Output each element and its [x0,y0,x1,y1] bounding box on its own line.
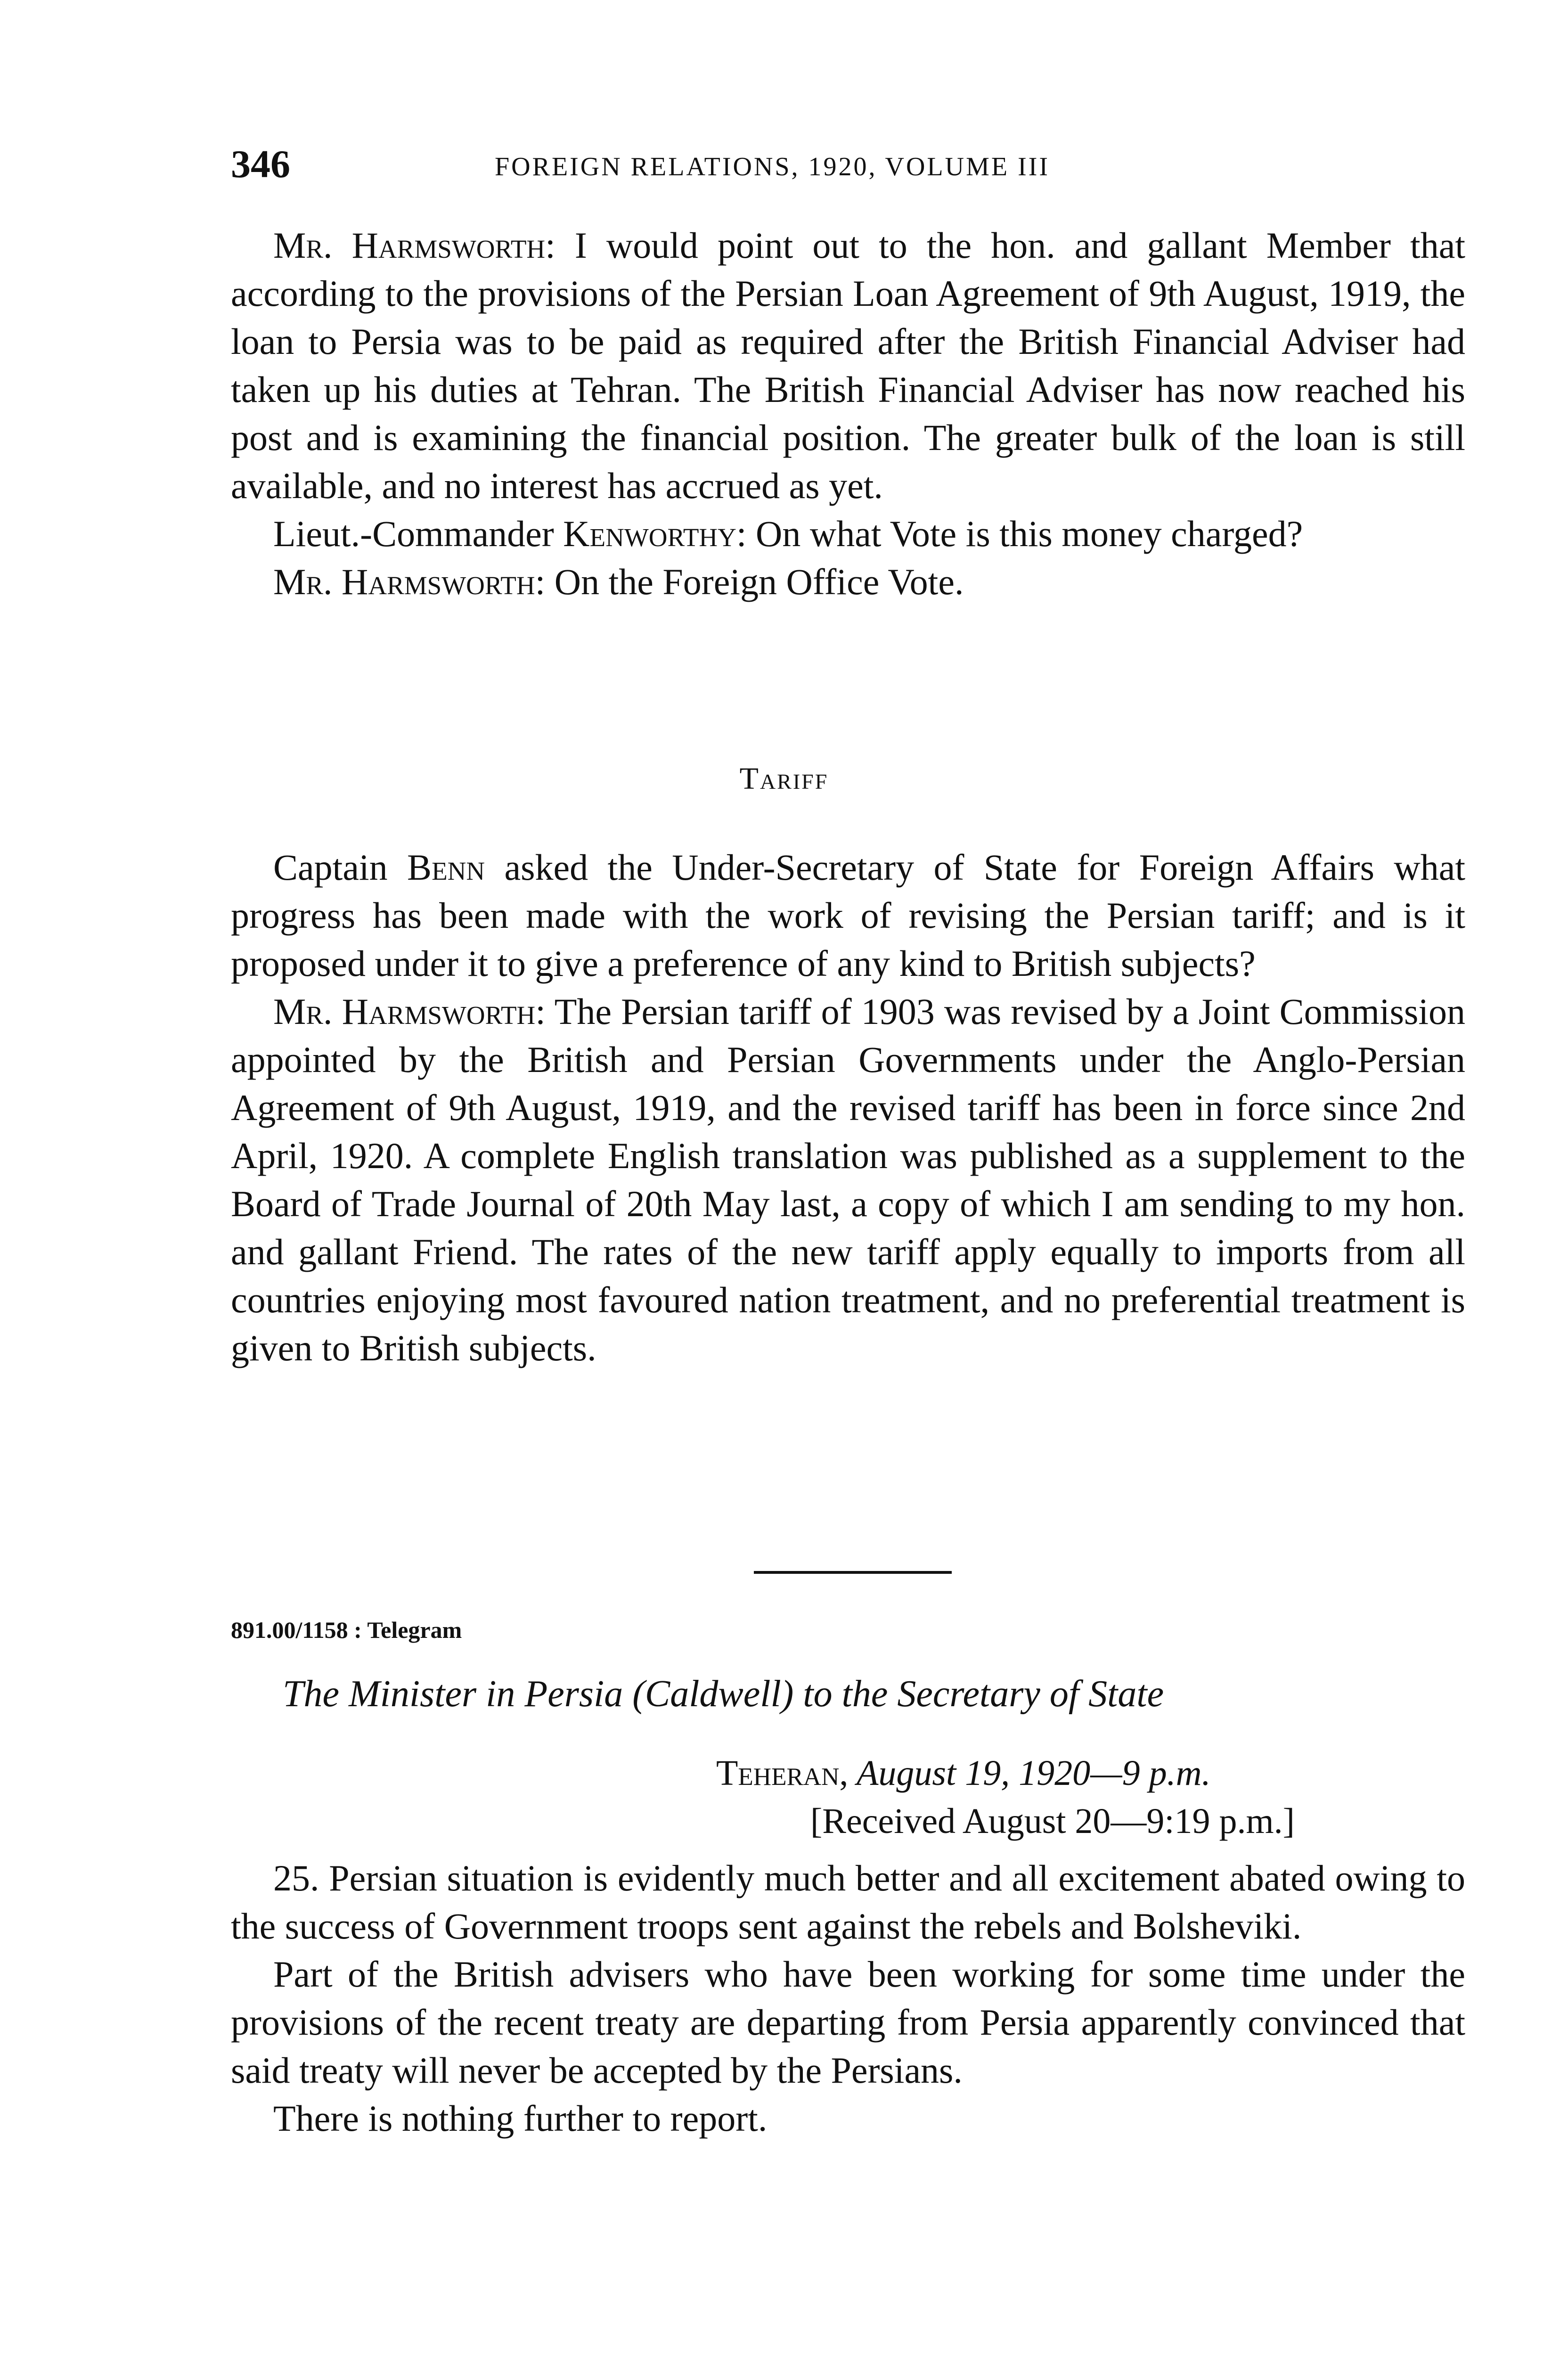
paragraph: 25. Persian situation is evidently much better and all excitement abated owing to the success of Government troops sent against the rebels and Bolsheviki. [231,1857,1465,1947]
received-note: [Received August 20—9:19 p.m.] [810,1801,1295,1841]
speaker-name: Mr. Harmsworth: [273,561,546,602]
paragraph-text: On what Vote is this money charged? [746,513,1303,554]
section-divider [754,1571,952,1574]
running-head: FOREIGN RELATIONS, 1920, VOLUME III [495,152,1050,181]
paragraph-text: On the Foreign Office Vote. [545,561,964,602]
paragraph: Part of the British advisers who have been working for some time under the provisions of the recent treaty are departing from Persia apparently convinced that said treaty will never be accepted by the Persians. [231,1954,1465,2091]
speaker-name: Mr. Harmsworth: [273,225,555,266]
paragraph [231,843,1465,988]
file-number: 891.00/1158 : Telegram [231,1617,462,1643]
speaker-name: Mr. Harmsworth: [273,991,546,1032]
paragraph [231,988,1465,1372]
dateline [716,1753,1211,1794]
dateline-date: August 19, 1920—9 p.m. [848,1753,1211,1793]
tariff-section [231,843,1465,1372]
paragraph-text: The Persian tariff of 1903 was revised by a Joint Commission appointed by the British and Persian Governments under the Anglo-Persian Agreement of 9th August, 1919, and the revised tariff has been in force since 2nd April, 1920. A complete English translation was published as a supplement to the Board of Trade Journal of 20th May last, a copy of which I am sending to my hon. and gallant Friend. The rates of the new tariff apply equally to imports from all countries enjoying most favoured nation treatment, and no preferential treatment is given to British subjects. [231,991,1465,1368]
speaker-name: Kenworthy: [563,513,747,554]
speaker-title: Lieut.-Commander [273,513,564,554]
paragraph [231,510,1465,558]
loan-exchange-section [231,221,1465,606]
dateline-place: Teheran, [716,1753,849,1793]
paragraph-text: I would point out to the hon. and gallant Member that according to the provisions of the Persian Loan Agreement of 9th August, 1919, the loan to Persia was to be paid as required after the British Financial Adviser had taken up his duties at Tehran. The British Financial Adviser has now reached his post and is examining the financial position. The greater bulk of the loan is still available, and no interest has accrued as yet. [231,225,1465,506]
speaker-title: Captain [273,847,408,888]
page-header [231,141,1465,193]
section-heading-tariff: Tariff [739,761,829,796]
telegram-body [231,1854,1465,2143]
paragraph [231,221,1465,510]
speaker-name: Benn [407,847,485,888]
document-title: The Minister in Persia (Caldwell) to the Secretary of State [283,1673,1164,1715]
page-number: 346 [231,142,290,186]
paragraph: There is nothing further to report. [273,2098,768,2139]
paragraph-text: asked the Under-Secretary of State for Foreign Affairs what progress has been made with the work of revising the Persian tariff; and is it proposed under it to give a preference of any kind to British subjects? [231,847,1466,984]
paragraph [231,558,1465,606]
